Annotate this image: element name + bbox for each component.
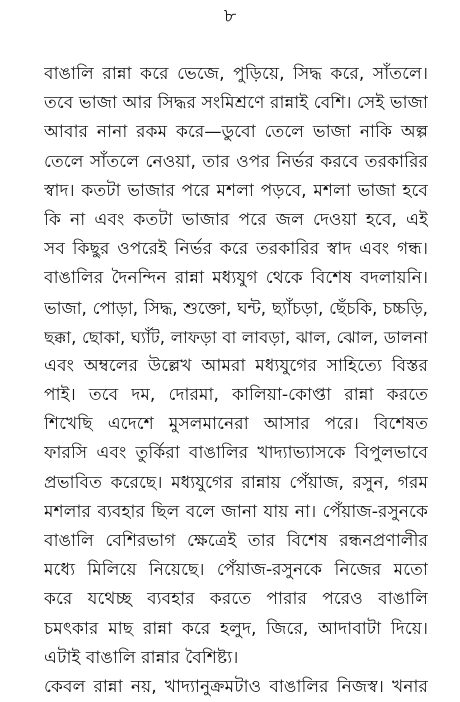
text-line: শিখেছি এদেশে মুসলমানেরা আসার পরে। বিশেষত — [44, 414, 428, 435]
text-line: তবে ভাজা আর সিদ্ধর সংমিশ্রণে রান্নাই বেশি। সেই ভাজা — [44, 93, 428, 114]
text-line: তেলে সাঁতলে নেওয়া, তার ওপর নির্ভর করবে তরকারির — [44, 151, 428, 172]
text-line: পাই। তবে দম, দোরমা, কালিয়া-কোপ্তা রান্না করতে — [44, 385, 428, 406]
text-line: বাঙালি বেশিরভাগ ক্ষেত্রেই তার বিশেষ রন্ধনপ্রণালীর — [44, 531, 428, 551]
text-line: স্বাদ। কতটা ভাজার পরে মশলা পড়বে, মশলা ভাজা হবে — [44, 180, 428, 201]
text-line: বাঙালি রান্না করে ভেজে, পুড়িয়ে, সিদ্ধ করে, সাঁতলে। — [44, 64, 428, 84]
text-line: ছক্কা, ছোকা, ঘ্যাঁট, লাফড়া বা লাবড়া, ঝাল, ঝোল, ডালনা — [44, 327, 428, 347]
text-line: ফারসি এবং তুর্কিরা বাঙালির খাদ্যাভ্যাসকে বিপুলভাবে — [44, 443, 428, 464]
text-line: সব কিছুর ওপরেই নির্ভর করে তরকারির স্বাদ এবং গন্ধ। — [44, 239, 428, 260]
text-line: আবার নানা রকম করে—ডুবো তেলে ভাজা নাকি অল্প — [44, 122, 428, 143]
text-line: করে যথেচ্ছ ব্যবহার করতে পারার পরেও বাঙালি — [44, 589, 428, 610]
text-line: প্রভাবিত করেছে। মধ্যযুগের রান্নায় পেঁয়াজ, রসুন, গরম — [44, 472, 428, 493]
text-line: এটাই বাঙালি রান্নার বৈশিষ্ট্য। — [44, 647, 239, 668]
body-text — [44, 60, 428, 702]
text-line: কেবল রান্না নয়, খাদ্যানুক্রমটাও বাঙালির নিজস্ব। খনার — [44, 676, 428, 697]
text-line: কি না এবং কতটা ভাজার পরে জল দেওয়া হবে, এই — [44, 209, 428, 230]
text-line: মধ্যে মিলিয়ে নিয়েছে। পেঁয়াজ-রসুনকে নিজের মতো — [44, 560, 428, 581]
text-line: বাঙালির দৈনন্দিন রান্না মধ্যযুগ থেকে বিশেষ বদলায়নি। — [44, 268, 428, 289]
page-number: ৮ — [223, 5, 237, 27]
text-line: চমৎকার মাছ রান্না করে হলুদ, জিরে, আদাবাটা দিয়ে। — [44, 618, 428, 639]
text-line: ভাজা, পোড়া, সিদ্ধ, শুক্তো, ঘন্ট, ছ্যাঁচড়া, ছেঁচকি, চচ্চড়ি, — [44, 297, 428, 318]
text-line: মশলার ব্যবহার ছিল বলে জানা যায় না। পেঁয়াজ-রসুনকে — [44, 501, 428, 522]
text-line: এবং অম্বলের উল্লেখ আমরা মধ্যযুগের সাহিত্যে বিস্তর — [44, 355, 428, 376]
